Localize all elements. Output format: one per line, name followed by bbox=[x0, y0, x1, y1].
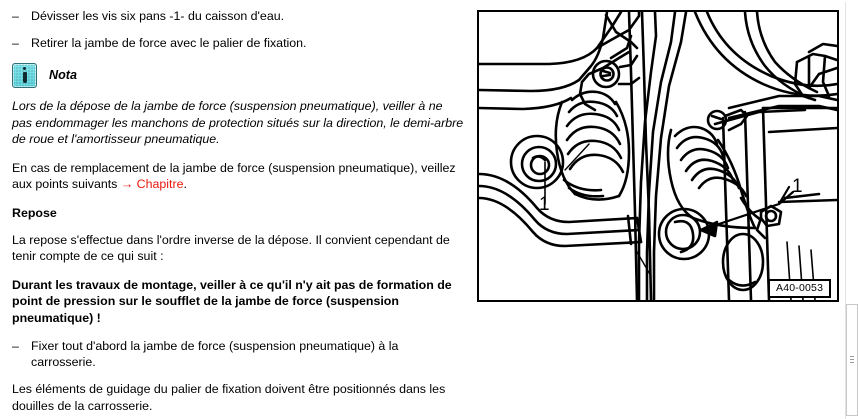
scrollbar-grip[interactable] bbox=[850, 356, 854, 365]
bullet-dash-icon: – bbox=[12, 339, 19, 353]
bullet-dash-icon: – bbox=[12, 36, 19, 50]
chapter-link-label: Chapitre bbox=[133, 177, 184, 191]
figure-code-label: A40-0053 bbox=[768, 279, 831, 298]
technical-illustration bbox=[477, 10, 839, 302]
replacement-note-text: En cas de remplacement de la jambe de force (suspension pneumatique), veillez aux points suivants bbox=[12, 160, 456, 191]
replacement-note-text-end: . bbox=[183, 177, 187, 191]
gutter-top-spacer bbox=[845, 0, 859, 2]
nota-callout-header bbox=[12, 62, 464, 88]
list-item-text: Dévisser les vis six pans -1- du caisson d'eau. bbox=[31, 9, 285, 23]
closing-paragraph: Les éléments de guidage du palier de fixation doivent être positionnés dans les douilles de la carrosserie. bbox=[12, 382, 446, 413]
callout-1-left-label: 1 bbox=[539, 194, 550, 215]
info-icon-dot bbox=[23, 67, 27, 71]
chapter-link[interactable] bbox=[121, 177, 184, 191]
illustration-panel bbox=[470, 0, 845, 419]
replacement-note-paragraph bbox=[12, 160, 464, 193]
nota-label: Nota bbox=[49, 68, 77, 82]
warning-paragraph: Durant les travaux de montage, veiller à ce qu'il n'y ait pas de formation de point de pression sur le soufflet de la jambe de force (suspension pneumatique) ! bbox=[12, 277, 452, 325]
list-item bbox=[12, 8, 464, 24]
illustration-linework bbox=[479, 12, 837, 300]
bullet-dash-icon: – bbox=[12, 9, 19, 23]
info-icon-stem bbox=[23, 72, 27, 83]
nota-body-text: Lors de la dépose de la jambe de force (suspension pneumatique), veiller à ne pas endommager les manchons de protection situés sur la direction, le demi-arbre de roue et l'amortisseur pneumatique. bbox=[12, 99, 464, 146]
repose-intro-paragraph: La repose s'effectue dans l'ordre inverse de la dépose. Il convient cependant de tenir compte de ce qui suit : bbox=[12, 232, 450, 263]
callout-1-right-label: 1 bbox=[792, 176, 803, 197]
list-item-text: Retirer la jambe de force avec le palier de fixation. bbox=[31, 36, 307, 50]
arrow-right-icon: → bbox=[120, 177, 134, 191]
list-item bbox=[12, 338, 464, 370]
list-item-text: Fixer tout d'abord la jambe de force (suspension pneumatique) à la carrosserie. bbox=[31, 339, 399, 369]
section-heading-repose: Repose bbox=[12, 205, 57, 220]
info-icon bbox=[12, 63, 37, 88]
list-item bbox=[12, 35, 464, 51]
vertical-scrollbar[interactable] bbox=[846, 304, 858, 416]
